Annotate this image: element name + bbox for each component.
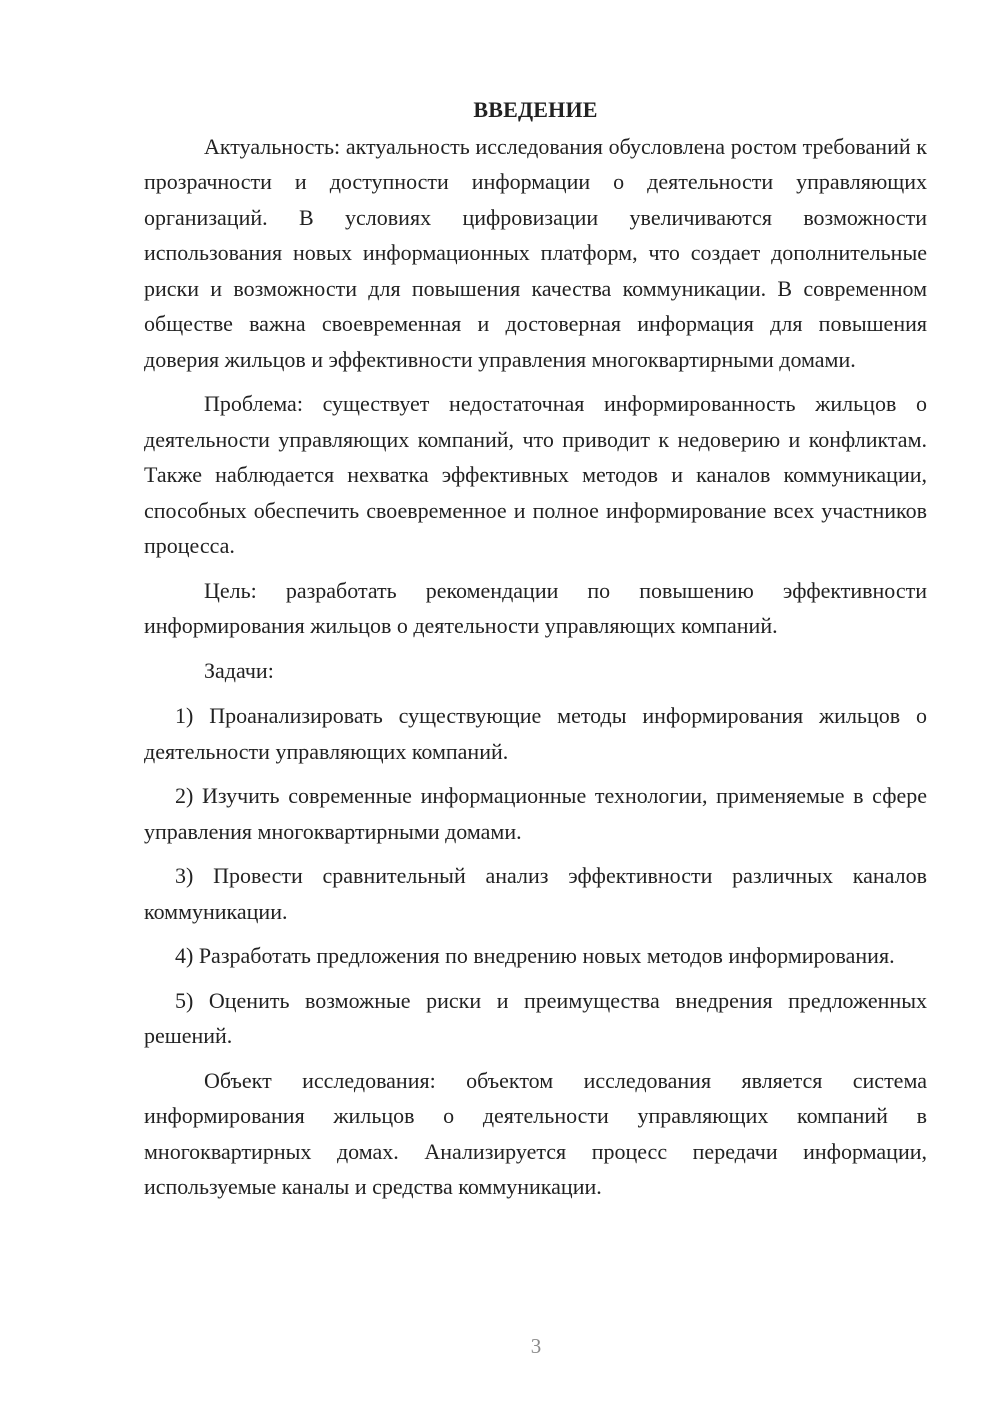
task-item: 2) Изучить современные информационные технологии, применяемые в сфере управления многоквартирными домами.: [144, 783, 927, 844]
task-item: 5) Оценить возможные риски и преимущества внедрения предложенных решений.: [144, 987, 927, 1048]
task-item: 1) Проанализировать существующие методы информирования жильцов о деятельности управляющих компаний.: [144, 703, 927, 764]
section-heading: ВВЕДЕНИЕ: [473, 97, 598, 122]
page-number: 3: [530, 1334, 542, 1358]
goal-paragraph: Цель: разработать рекомендации по повышению эффективности информирования жильцов о деятельности управляющих компаний.: [144, 577, 927, 638]
task-item: 4) Разработать предложения по внедрению новых методов информирования.: [175, 943, 895, 968]
problem-paragraph: Проблема: существует недостаточная информированность жильцов о деятельности управляющих компаний, что приводит к недоверию и конфликтам. Также наблюдается нехватка эффективных методов и каналов коммуникации, способных обеспечить своевременное и полное информирование всех участников процесса.: [144, 391, 927, 558]
page-content: [144, 92, 927, 1214]
object-paragraph: Объект исследования: объектом исследования является система информирования жильцов о деятельности управляющих компаний в многоквартирных домах. Анализируется процесс передачи информации, используемые каналы и средства коммуникации.: [144, 1067, 927, 1199]
tasks-label: Задачи:: [204, 657, 274, 683]
task-item: 3) Провести сравнительный анализ эффективности различных каналов коммуникации.: [144, 863, 927, 924]
relevance-paragraph: Актуальность: актуальность исследования обусловлена ростом требований к прозрачности и доступности информации о деятельности управляющих организаций. В условиях цифровизации увеличиваются возможности использования новых информационных платформ, что создает дополнительные риски и возможности для повышения качества коммуникации. В современном обществе важна своевременная и достоверная информация для повышения доверия жильцов и эффективности управления многоквартирными домами.: [144, 133, 927, 372]
